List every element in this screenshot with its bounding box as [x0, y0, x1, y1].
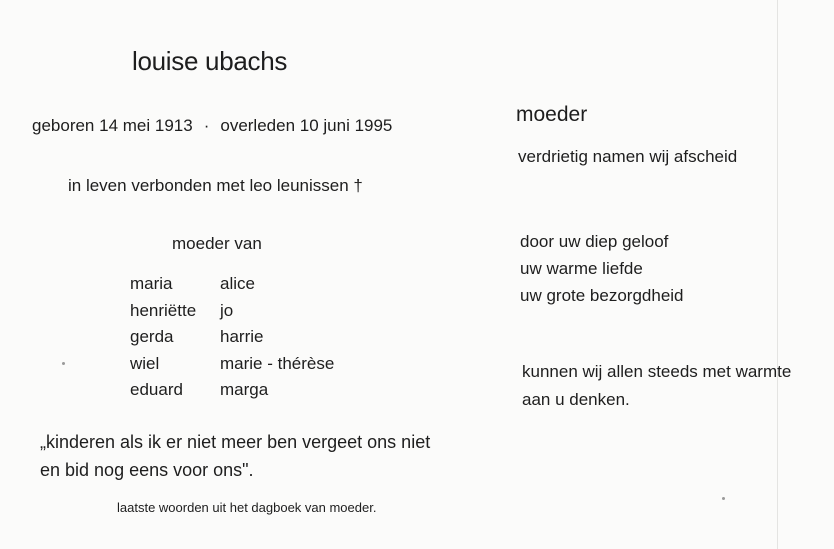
- virtues-block: [520, 228, 684, 309]
- remembrance-block: [522, 358, 791, 414]
- quote-line-1: „kinderen als ik er niet meer ben vergeet ons niet: [40, 432, 431, 452]
- child-name: gerda: [130, 327, 174, 346]
- child-name: alice: [220, 274, 255, 293]
- children-row: [130, 274, 334, 301]
- page-edge-divider: [777, 0, 778, 549]
- child-name: maria: [130, 274, 173, 293]
- children-row: [130, 301, 334, 328]
- children-row: [130, 380, 334, 407]
- quote-line-2: en bid nog eens voor ons".: [40, 460, 254, 480]
- diary-quote: [40, 428, 430, 484]
- child-name: jo: [220, 300, 234, 320]
- right-title: moeder: [516, 103, 588, 126]
- virtue-line: uw warme liefde: [520, 259, 643, 278]
- child-name: eduard: [130, 380, 183, 399]
- child-name: harrie: [220, 327, 264, 346]
- child-name: marga: [220, 380, 269, 399]
- mother-of-heading: moeder van: [172, 234, 262, 253]
- child-name: wiel: [130, 353, 160, 373]
- scan-speck: [62, 362, 65, 365]
- scan-speck: [722, 497, 725, 500]
- date-separator: ·: [203, 116, 210, 135]
- remembrance-line: aan u denken.: [522, 390, 630, 409]
- virtue-line: uw grote bezorgdheid: [520, 286, 684, 305]
- deceased-name: louise ubachs: [132, 46, 288, 76]
- child-name: marie - thérèse: [220, 353, 335, 373]
- virtue-line: door uw diep geloof: [520, 232, 669, 251]
- remembrance-line: kunnen wij allen steeds met warmte: [522, 362, 792, 381]
- birth-date: geboren 14 mei 1913: [32, 116, 193, 135]
- death-date: overleden 10 juni 1995: [220, 116, 393, 135]
- spouse-line: in leven verbonden met leo leunissen †: [68, 176, 363, 195]
- child-name: henriëtte: [130, 300, 197, 320]
- quote-source: laatste woorden uit het dagboek van moeder.: [117, 500, 377, 515]
- children-list: [130, 274, 334, 407]
- children-row: [130, 327, 334, 354]
- farewell-line: verdrietig namen wij afscheid: [518, 147, 738, 166]
- children-row: [130, 354, 334, 381]
- life-dates: [32, 116, 392, 136]
